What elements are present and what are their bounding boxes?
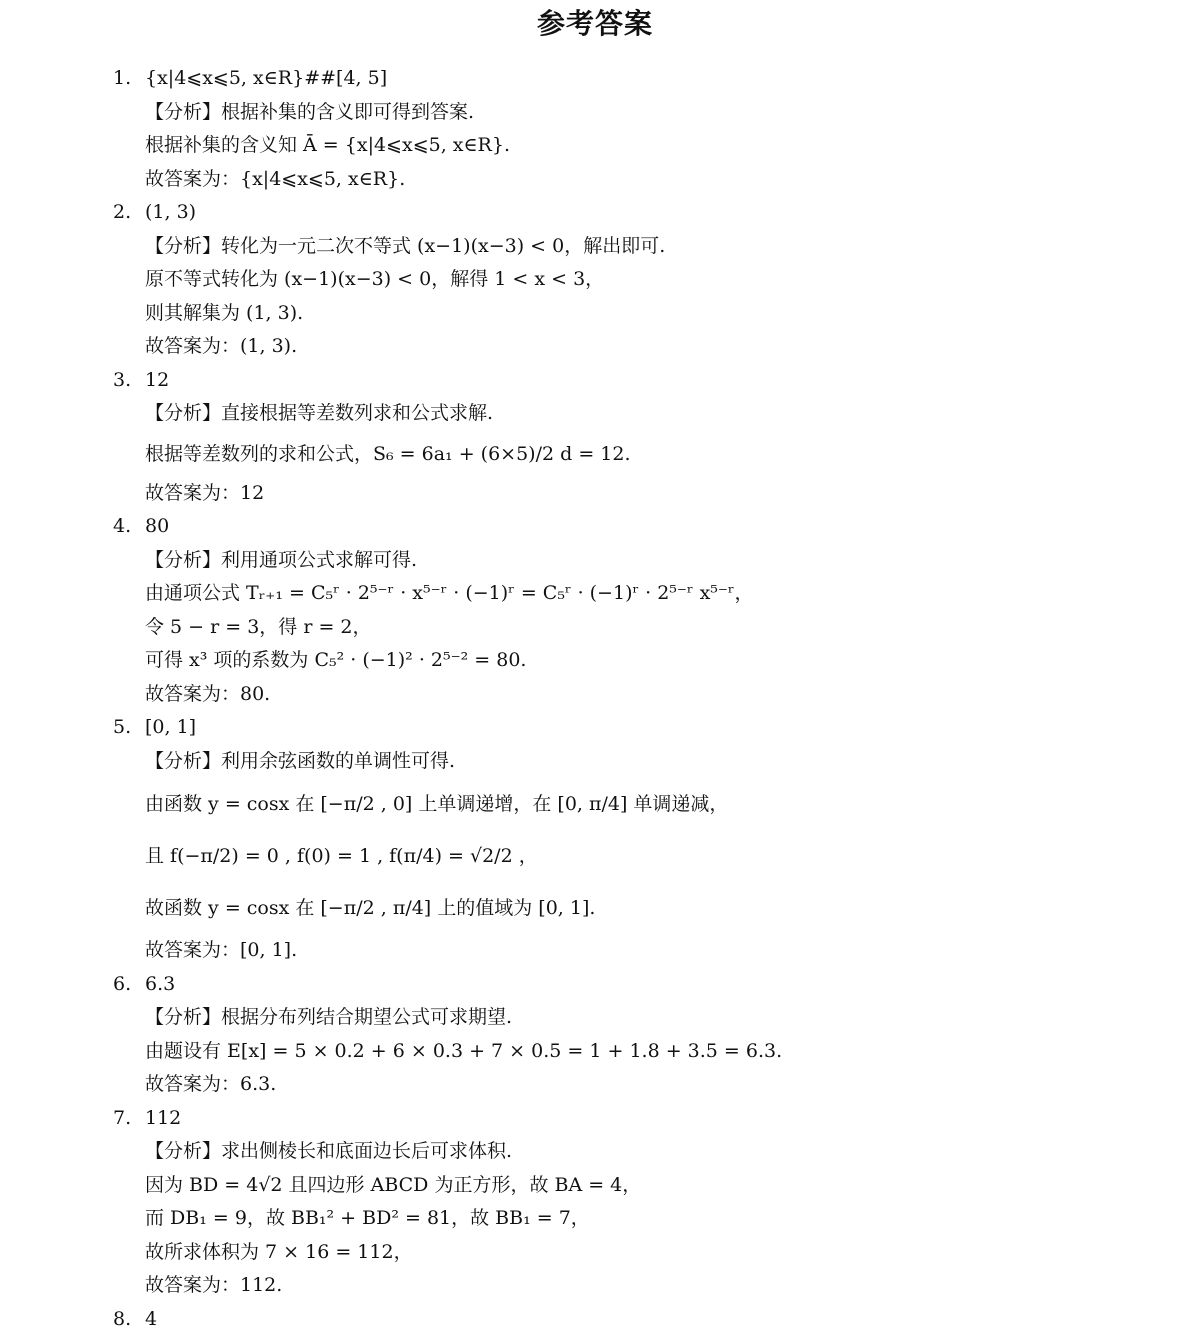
answer-value: [0, 1]: [145, 711, 196, 745]
analysis-line: 【分析】求出侧棱长和底面边长后可求体积.: [113, 1135, 1153, 1169]
analysis-line: 【分析】根据分布列结合期望公式可求期望.: [113, 1001, 1153, 1035]
answer-4: [113, 510, 1153, 544]
answer-value: 80: [145, 510, 169, 544]
conclusion-line: 故答案为：(1, 3).: [113, 330, 1153, 364]
solution-line: 由题设有 E[x] = 5 × 0.2 + 6 × 0.3 + 7 × 0.5 = 1 + 1.8 + 3.5 = 6.3.: [113, 1035, 1153, 1069]
conclusion-line: 故答案为：[0, 1].: [113, 934, 1153, 968]
answer-number: 6.: [113, 968, 145, 1002]
conclusion-line: 故答案为：112.: [113, 1269, 1153, 1303]
answer-list: [113, 62, 1153, 1336]
analysis-line: 【分析】利用余弦函数的单调性可得.: [113, 745, 1153, 779]
solution-line: 根据补集的含义知 Ā = {x|4⩽x⩽5, x∈R}.: [113, 129, 1153, 163]
answer-1: [113, 62, 1153, 96]
answer-number: 3.: [113, 364, 145, 398]
answer-value: 112: [145, 1102, 181, 1136]
analysis-line: 【分析】直接根据等差数列求和公式求解.: [113, 397, 1153, 431]
answer-number: 8.: [113, 1303, 145, 1336]
answer-2: [113, 196, 1153, 230]
solution-line: 根据等差数列的求和公式，S₆ = 6a₁ + (6×5)/2 d = 12.: [113, 431, 1153, 477]
answer-3: [113, 364, 1153, 398]
solution-line: 则其解集为 (1, 3).: [113, 297, 1153, 331]
analysis-line: 【分析】根据补集的含义即可得到答案.: [113, 96, 1153, 130]
solution-line: 且 f(−π/2) = 0 , f(0) = 1 , f(π/4) = √2/2 ，: [113, 830, 1153, 882]
conclusion-line: 故答案为：{x|4⩽x⩽5, x∈R}.: [113, 163, 1153, 197]
answer-value: 12: [145, 364, 169, 398]
answer-8: [113, 1303, 1153, 1336]
solution-line: 故函数 y = cosx 在 [−π/2 , π/4] 上的值域为 [0, 1].: [113, 882, 1153, 934]
answer-value: 4: [145, 1303, 157, 1336]
conclusion-line: 故答案为：6.3.: [113, 1068, 1153, 1102]
solution-line: 故所求体积为 7 × 16 = 112，: [113, 1236, 1153, 1270]
conclusion-line: 故答案为：12: [113, 477, 1153, 511]
answer-5: [113, 711, 1153, 745]
solution-line: 因为 BD = 4√2 且四边形 ABCD 为正方形，故 BA = 4，: [113, 1169, 1153, 1203]
answer-7: [113, 1102, 1153, 1136]
analysis-line: 【分析】利用通项公式求解可得.: [113, 544, 1153, 578]
analysis-line: 【分析】转化为一元二次不等式 (x−1)(x−3) < 0，解出即可.: [113, 230, 1153, 264]
solution-line: 由通项公式 Tᵣ₊₁ = C₅ʳ · 2⁵⁻ʳ · x⁵⁻ʳ · (−1)ʳ = C₅ʳ · (−1)ʳ · 2⁵⁻ʳ x⁵⁻ʳ，: [113, 577, 1153, 611]
solution-line: 令 5 − r = 3，得 r = 2，: [113, 611, 1153, 645]
conclusion-line: 故答案为：80.: [113, 678, 1153, 712]
answer-value: {x|4⩽x⩽5, x∈R}##[4, 5]: [145, 62, 387, 96]
answer-number: 1.: [113, 62, 145, 96]
solution-line: 原不等式转化为 (x−1)(x−3) < 0，解得 1 < x < 3，: [113, 263, 1153, 297]
answer-number: 7.: [113, 1102, 145, 1136]
answer-number: 5.: [113, 711, 145, 745]
answer-6: [113, 968, 1153, 1002]
answer-number: 2.: [113, 196, 145, 230]
answer-value: 6.3: [145, 968, 175, 1002]
answer-value: (1, 3): [145, 196, 196, 230]
solution-line: 可得 x³ 项的系数为 C₅² · (−1)² · 2⁵⁻² = 80.: [113, 644, 1153, 678]
solution-line: 由函数 y = cosx 在 [−π/2 , 0] 上单调递增，在 [0, π/4] 单调递减，: [113, 778, 1153, 830]
answer-number: 4.: [113, 510, 145, 544]
solution-line: 而 DB₁ = 9，故 BB₁² + BD² = 81，故 BB₁ = 7，: [113, 1202, 1153, 1236]
page-title: 参考答案: [0, 2, 1190, 42]
